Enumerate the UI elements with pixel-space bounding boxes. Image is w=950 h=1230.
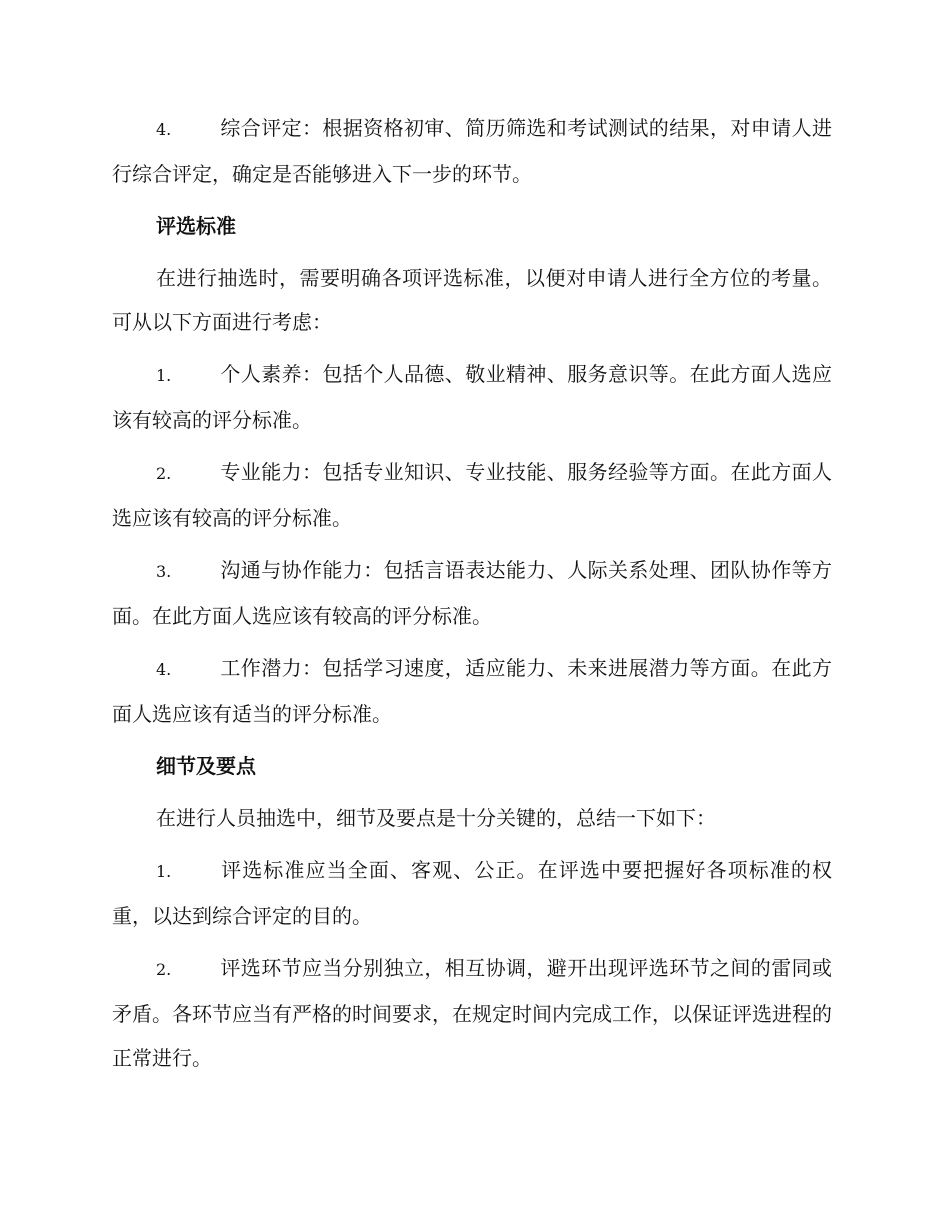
- list-item-text: 工作潜力：包括学习速度，适应能力、未来进展潜力等方面。在此方面人选应该有适当的评分标准。: [112, 656, 832, 726]
- list-number: 2.: [156, 960, 172, 979]
- list-number: 1.: [156, 366, 172, 385]
- list-item-text: 评选环节应当分别独立，相互协调，避开出现评选环节之间的雷同或矛盾。各环节应当有严格的时间要求，在规定时间内完成工作，以保证评选进程的正常进行。: [112, 956, 832, 1070]
- list-item: [112, 548, 832, 638]
- paragraph: 在进行抽选时，需要明确各项评选标准，以便对申请人进行全方位的考量。可从以下方面进行考虑：: [112, 266, 832, 334]
- list-number: 4.: [156, 660, 172, 679]
- list-item: [112, 106, 832, 196]
- section-heading: 细节及要点: [156, 754, 256, 778]
- section-heading: 评选标准: [156, 214, 236, 238]
- list-item: [112, 352, 832, 442]
- list-number: 4.: [156, 120, 172, 139]
- document-body: [112, 106, 832, 1088]
- list-item: [112, 848, 832, 938]
- list-number: 2.: [156, 464, 172, 483]
- list-item-text: 个人素养：包括个人品德、敬业精神、服务意识等。在此方面人选应该有较高的评分标准。: [112, 362, 832, 432]
- list-item-text: 专业能力：包括专业知识、专业技能、服务经验等方面。在此方面人选应该有较高的评分标准。: [112, 460, 832, 530]
- paragraph: 在进行人员抽选中，细节及要点是十分关键的，总结一下如下：: [156, 806, 716, 830]
- list-number: 1.: [156, 862, 172, 881]
- list-item-text: 评选标准应当全面、客观、公正。在评选中要把握好各项标准的权重，以达到综合评定的目的。: [112, 858, 832, 928]
- list-number: 3.: [156, 562, 172, 581]
- list-item-text: 综合评定：根据资格初审、简历筛选和考试测试的结果，对申请人进行综合评定，确定是否能够进入下一步的环节。: [112, 116, 832, 186]
- list-item: [112, 646, 832, 736]
- list-item: [112, 946, 832, 1080]
- list-item: [112, 450, 832, 540]
- list-item-text: 沟通与协作能力：包括言语表达能力、人际关系处理、团队协作等方面。在此方面人选应该有较高的评分标准。: [112, 558, 832, 628]
